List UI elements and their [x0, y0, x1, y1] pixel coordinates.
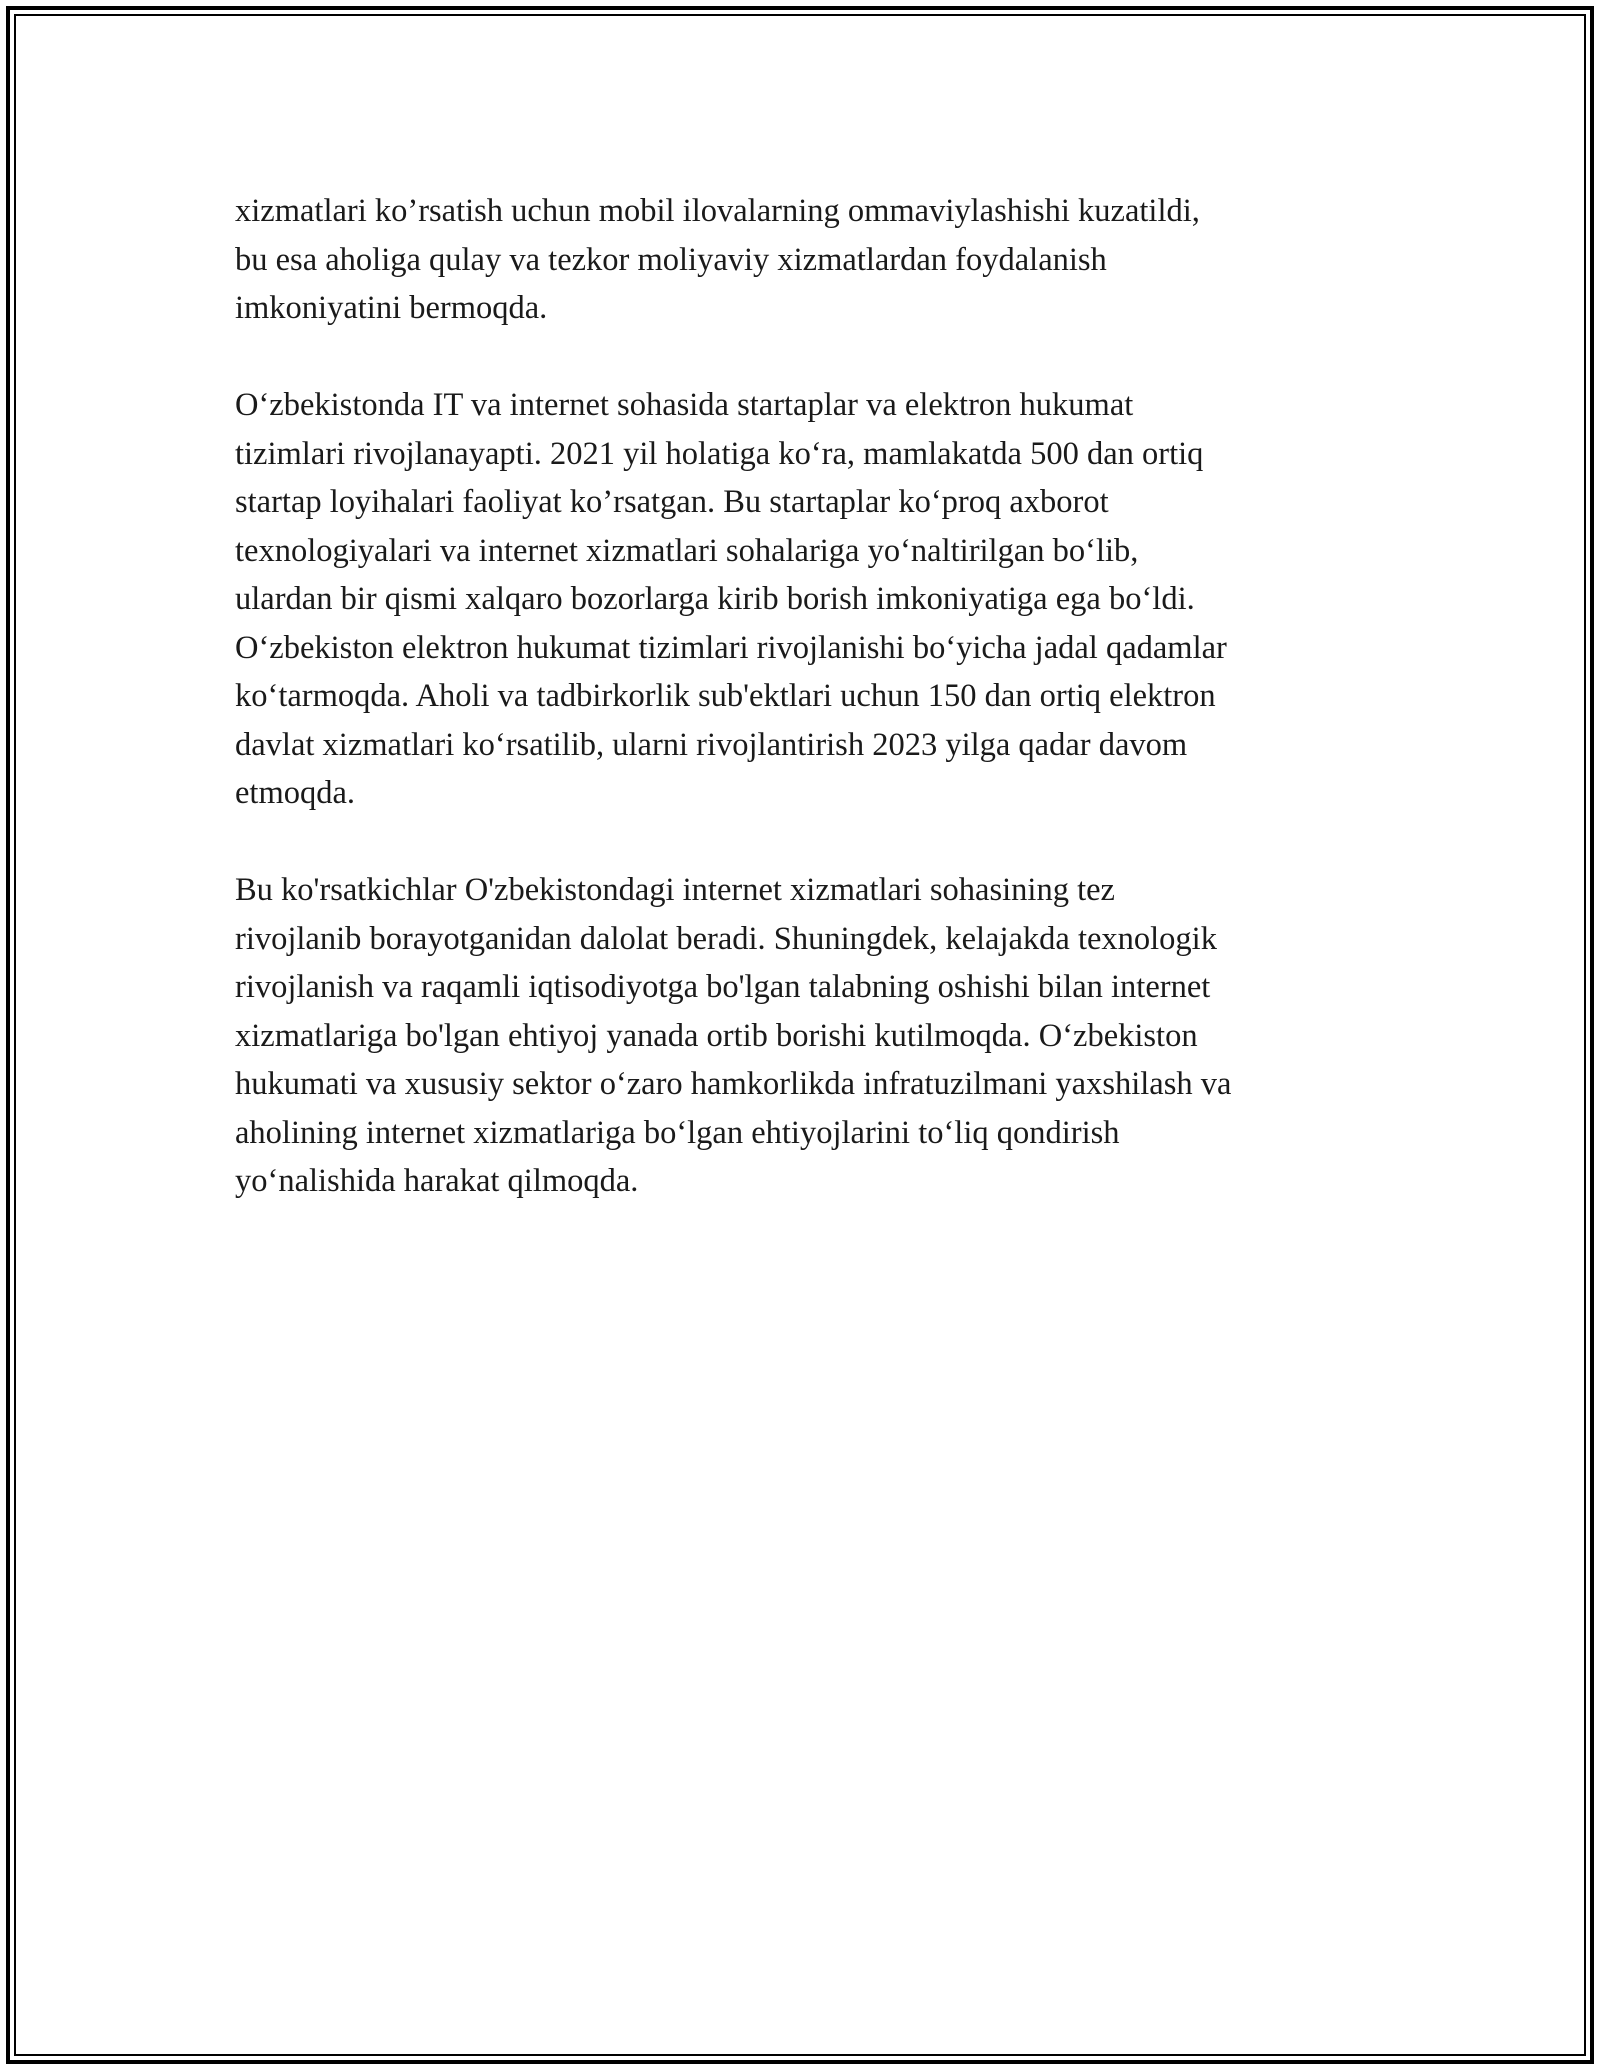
text-line: tizimlari rivojlanayapti. 2021 yil holatiga ko‘ra, mamlakatda 500 dan ortiq	[235, 435, 1204, 472]
text-line: rivojlanib borayotganidan dalolat beradi. Shuningdek, kelajakda texnologik	[235, 920, 1217, 957]
text-line: yo‘nalishida harakat qilmoqda.	[235, 1163, 639, 1199]
text-line: etmoqda.	[235, 775, 356, 811]
text-line: imkoniyatini bermoqda.	[235, 290, 548, 326]
paragraph-3	[235, 866, 1375, 1206]
text-line: davlat xizmatlari ko‘rsatilib, ularni rivojlantirish 2023 yilga qadar davom	[235, 726, 1188, 763]
text-line: aholining internet xizmatlariga bo‘lgan ehtiyojlarini to‘liq qondirish	[235, 1114, 1120, 1151]
text-line: O‘zbekiston elektron hukumat tizimlari rivojlanishi bo‘yicha jadal qadamlar	[235, 629, 1227, 666]
text-line: xizmatlari ko’rsatish uchun mobil ilovalarning ommaviylashishi kuzatildi,	[235, 193, 1200, 229]
paragraph-1	[235, 187, 1375, 333]
document-body	[235, 187, 1375, 1254]
text-line: Bu ko'rsatkichlar O'zbekistondagi internet xizmatlari sohasining tez	[235, 872, 1115, 908]
paragraph-2	[235, 381, 1375, 818]
text-line: ko‘tarmoqda. Aholi va tadbirkorlik sub'ektlari uchun 150 dan ortiq elektron	[235, 678, 1216, 714]
text-line: xizmatlariga bo'lgan ehtiyoj yanada ortib borishi kutilmoqda. O‘zbekiston	[235, 1017, 1198, 1054]
text-line: O‘zbekistonda IT va internet sohasida startaplar va elektron hukumat	[235, 387, 1134, 423]
text-line: hukumati va xususiy sektor o‘zaro hamkorlikda infratuzilmani yaxshilash va	[235, 1066, 1232, 1102]
text-line: ulardan bir qismi xalqaro bozorlarga kirib borish imkoniyatiga ega bo‘ldi.	[235, 581, 1195, 617]
text-line: startap loyihalari faoliyat ko’rsatgan. Bu startaplar ko‘proq axborot	[235, 484, 1109, 520]
text-line: texnologiyalari va internet xizmatlari sohalariga yo‘naltirilgan bo‘lib,	[235, 532, 1139, 569]
text-line: bu esa aholiga qulay va tezkor moliyaviy xizmatlardan foydalanish	[235, 241, 1107, 278]
text-line: rivojlanish va raqamli iqtisodiyotga bo'lgan talabning oshishi bilan internet	[235, 969, 1211, 1005]
